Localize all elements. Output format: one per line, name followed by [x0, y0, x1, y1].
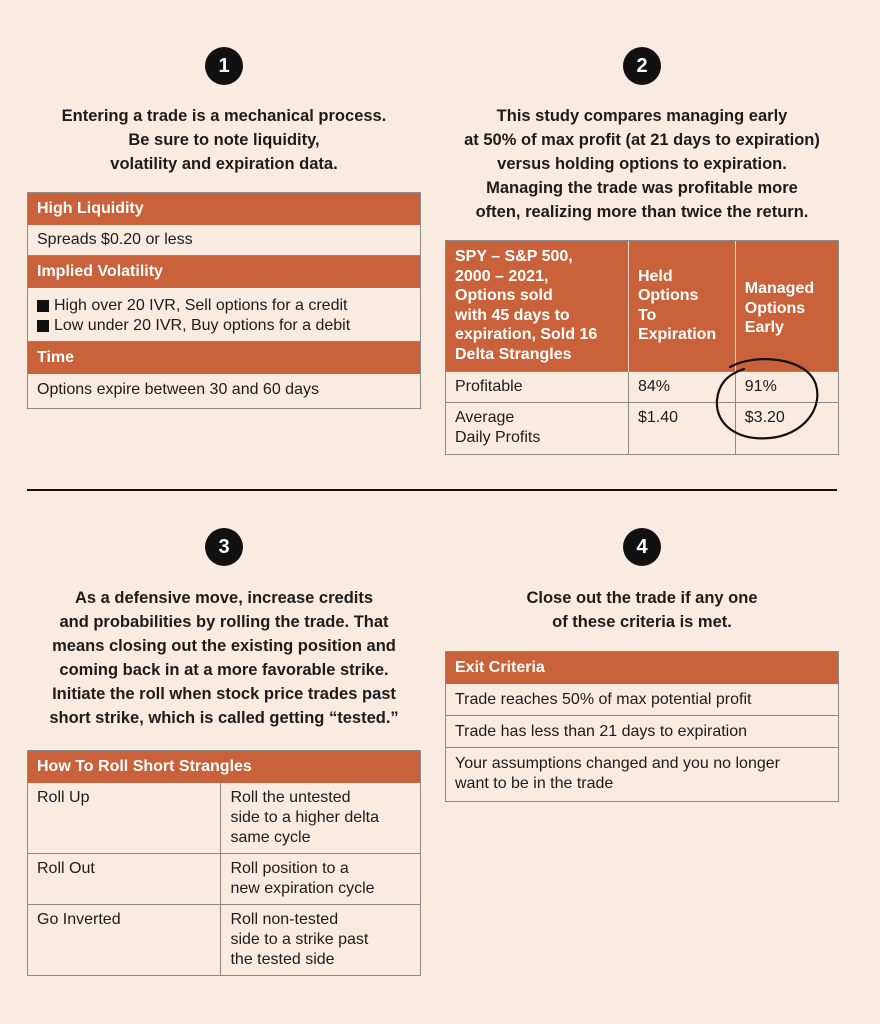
volatility-rows [28, 288, 420, 342]
held-value: $1.40 [628, 402, 735, 454]
volatility-item [37, 296, 411, 316]
table-row [28, 905, 420, 976]
liquidity-row: Spreads $0.20 or less [28, 225, 420, 256]
managed-value: $3.20 [735, 402, 838, 454]
managed-value: 91% [735, 371, 838, 402]
step-2-badge: 2 [623, 47, 661, 85]
roll-strangles-table [27, 750, 421, 976]
exit-criteria-item: Your assumptions changed and you no longer want to be in the trade [455, 755, 780, 792]
square-bullet-icon [37, 300, 49, 312]
volatility-header: Implied Volatility [28, 256, 420, 288]
trade-entry-table [27, 192, 421, 409]
exit-criteria-header: Exit Criteria [446, 652, 838, 684]
study-description-header: SPY – S&P 500, 2000 – 2021, Options sold with 45 days to expiration, Sold 16 Delta Strangles [446, 241, 628, 371]
section-4-intro: Close out the trade if any one of these criteria is met. [526, 589, 758, 631]
managed-early-header: Managed Options Early [735, 241, 838, 371]
section-2-intro: This study compares managing early at 50% of max profit (at 21 days to expiration) versus holding options to expiration. Managing the trade was profitable more often, realizing more than twice the return. [464, 107, 820, 221]
step-1-badge: 1 [205, 47, 243, 85]
volatility-text: High over 20 IVR, Sell options for a credit [54, 297, 348, 314]
exit-criteria-item: Trade has less than 21 days to expiration [446, 716, 838, 748]
exit-criteria-table [445, 651, 839, 802]
row-label: Average Daily Profits [446, 402, 628, 454]
exit-criteria-item: Trade reaches 50% of max potential profit [446, 684, 838, 716]
section-divider [27, 489, 837, 491]
volatility-item [37, 316, 411, 336]
table-row [28, 783, 420, 854]
time-header: Time [28, 342, 420, 374]
held-to-expiration-header: Held Options To Expiration [628, 241, 735, 371]
section-1-intro: Entering a trade is a mechanical process. Be sure to note liquidity, volatility and expiration data. [61, 107, 387, 173]
section-3-intro: As a defensive move, increase credits and probabilities by rolling the trade. That means closing out the existing position and coming back in at a more favorable strike. Initiate the roll when stock price trades past short strike, which is called getting “tested.” [49, 589, 399, 727]
step-4-badge: 4 [623, 528, 661, 566]
table-row [28, 854, 420, 905]
roll-name: Roll Up [28, 783, 221, 854]
step-3-badge: 3 [205, 528, 243, 566]
square-bullet-icon [37, 320, 49, 332]
roll-strangles-header: How To Roll Short Strangles [28, 751, 420, 783]
highlight-circle-icon [710, 355, 825, 445]
row-label: Profitable [446, 371, 628, 402]
roll-name: Go Inverted [28, 905, 221, 976]
roll-description: Roll position to a new expiration cycle [221, 854, 420, 905]
volatility-text: Low under 20 IVR, Buy options for a debit [54, 317, 351, 334]
held-value: 84% [628, 371, 735, 402]
roll-description: Roll the untested side to a higher delta same cycle [221, 783, 420, 854]
liquidity-header: High Liquidity [28, 193, 420, 225]
roll-description: Roll non-tested side to a strike past the tested side [221, 905, 420, 976]
roll-name: Roll Out [28, 854, 221, 905]
time-row: Options expire between 30 and 60 days [37, 381, 319, 398]
